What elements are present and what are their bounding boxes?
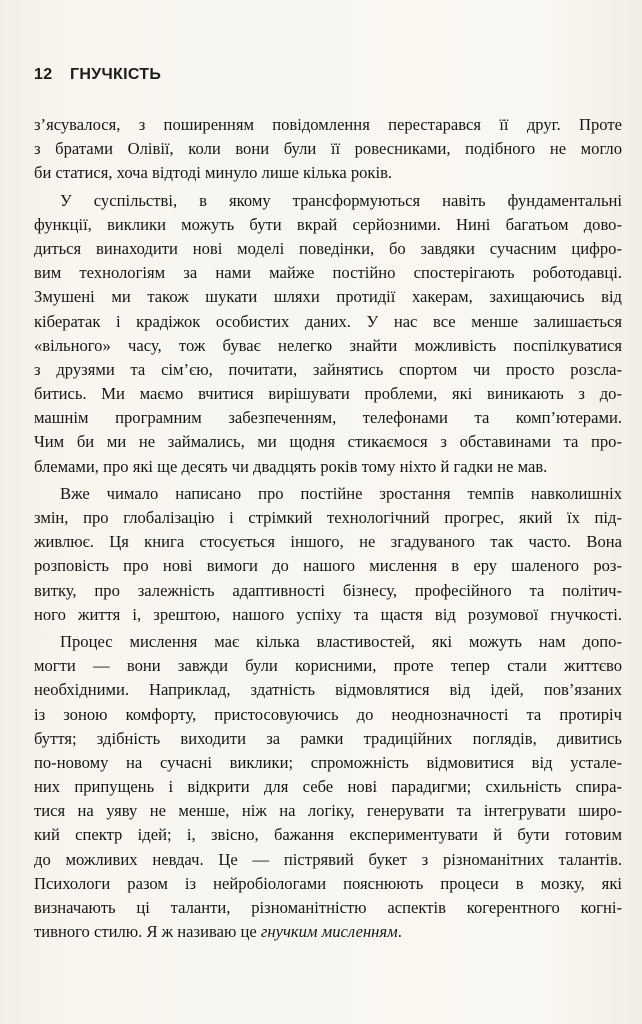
- paragraph-4: [34, 630, 622, 944]
- text-line: із зоною комфорту, пристосовуючись до неоднозначності та протиріч: [34, 704, 622, 724]
- paragraph-1: [34, 113, 622, 186]
- text-line: би статися, хоча відтоді минуло лише кілька років.: [34, 163, 393, 183]
- text-line: живлює. Ця книга стосується іншого, не згадуваного так часто. Вона: [34, 532, 622, 552]
- text-line: Вже чимало написано про постійне зростання темпів навколишніх: [60, 483, 622, 503]
- text-line: визначають ці таланти, різноманітністю аспектів когерентного когні-: [34, 898, 622, 917]
- text-line: Психологи разом із нейробіологами пояснюють процеси в мозку, які: [34, 873, 622, 893]
- body-text: [34, 113, 622, 944]
- text-line: кий спектр ідей; і, звісно, бажання експериментувати й бути готовим: [34, 825, 622, 845]
- text-line: Чим би ми не займались, ми щодня стикаємося з обставинами та про-: [34, 432, 622, 452]
- emphasized-term: гнучким мисленням: [260, 922, 398, 942]
- text-line: машнім програмним забезпеченням, телефонами та комп’ютерами.: [34, 408, 622, 428]
- text-line: них припущень і відкрити для себе нові парадигми; схильність спира-: [34, 777, 622, 797]
- paragraph-2: [34, 189, 622, 479]
- text-line: диться винаходити нові моделі поведінки, бо завдяки сучасним цифро-: [34, 238, 622, 258]
- text-line: змін, про глобалізацію і стрімкий технологічний прогрес, який їх під-: [34, 508, 622, 527]
- text-line: «вільного» часу, тож буває нелегко знайти можливість поспілкуватися: [34, 335, 622, 355]
- text-line: необхідними. Наприклад, здатність відмовлятися від ідей, пов’язаних: [34, 680, 622, 700]
- text-line: Процес мислення має кілька властивостей, які можуть нам допо-: [60, 631, 622, 651]
- text-line: вим технологіям за нами майже постійно спостерігають роботодавці.: [34, 263, 622, 283]
- text-line: тися на уяву не менше, ніж на логіку, генерувати та інтегрувати широ-: [34, 801, 622, 821]
- text-line: У суспільстві, в якому трансформуються навіть фундаментальні: [60, 190, 622, 210]
- chapter-title: ГНУЧКІСТЬ: [70, 66, 162, 83]
- paragraph-3: [34, 482, 622, 627]
- text-line: з братами Олівії, коли вони були її ровесниками, подібного не могло: [34, 139, 622, 159]
- text-line: з друзями та сім’єю, почитати, зайнятись спортом чи просто розсла-: [34, 359, 622, 379]
- running-head: [34, 66, 161, 84]
- final-line-suffix: .: [397, 922, 402, 942]
- text-line: блемами, про які ще десять чи двадцять років тому ніхто й гадки не мав.: [34, 456, 548, 476]
- text-line: розповість про нові вимоги до нашого мислення в еру шаленого роз-: [34, 556, 622, 576]
- text-line: ного життя і, зрештою, нашого успіху та щастя від розумової гнучкості.: [34, 604, 622, 624]
- final-line-prefix: тивного стилю. Я ж називаю це: [34, 922, 261, 942]
- page-number: 12: [34, 66, 53, 83]
- text-line: кібератак і крадіжок особистих даних. У нас все менше залишається: [34, 311, 622, 331]
- text-line: функції, виклики можуть бути вкрай серйозними. Нині багатьом дово-: [34, 214, 622, 234]
- text-line: битись. Ми маємо вчитися вирішувати проблеми, які виникають з до-: [34, 384, 622, 404]
- text-line: буття; здібність виходити за рамки традиційних поглядів, дивитись: [34, 728, 622, 748]
- text-line: до можливих невдач. Це — пістрявий букет з різноманітних талантів.: [34, 849, 622, 869]
- text-line: могти — вони завжди були корисними, проте тепер стали життєво: [34, 656, 622, 676]
- text-line: витку, про залежність адаптивності бізнесу, професійного та політич-: [34, 580, 622, 600]
- text-line-final: [34, 920, 622, 944]
- text-line: Змушені ми також шукати шляхи протидії хакерам, захищаючись від: [34, 287, 622, 307]
- text-line: по-новому на сучасні виклики; спроможність відмовитися від устале-: [34, 752, 622, 772]
- text-line: з’ясувалося, з поширенням повідомлення перестарався її друг. Проте: [34, 115, 622, 134]
